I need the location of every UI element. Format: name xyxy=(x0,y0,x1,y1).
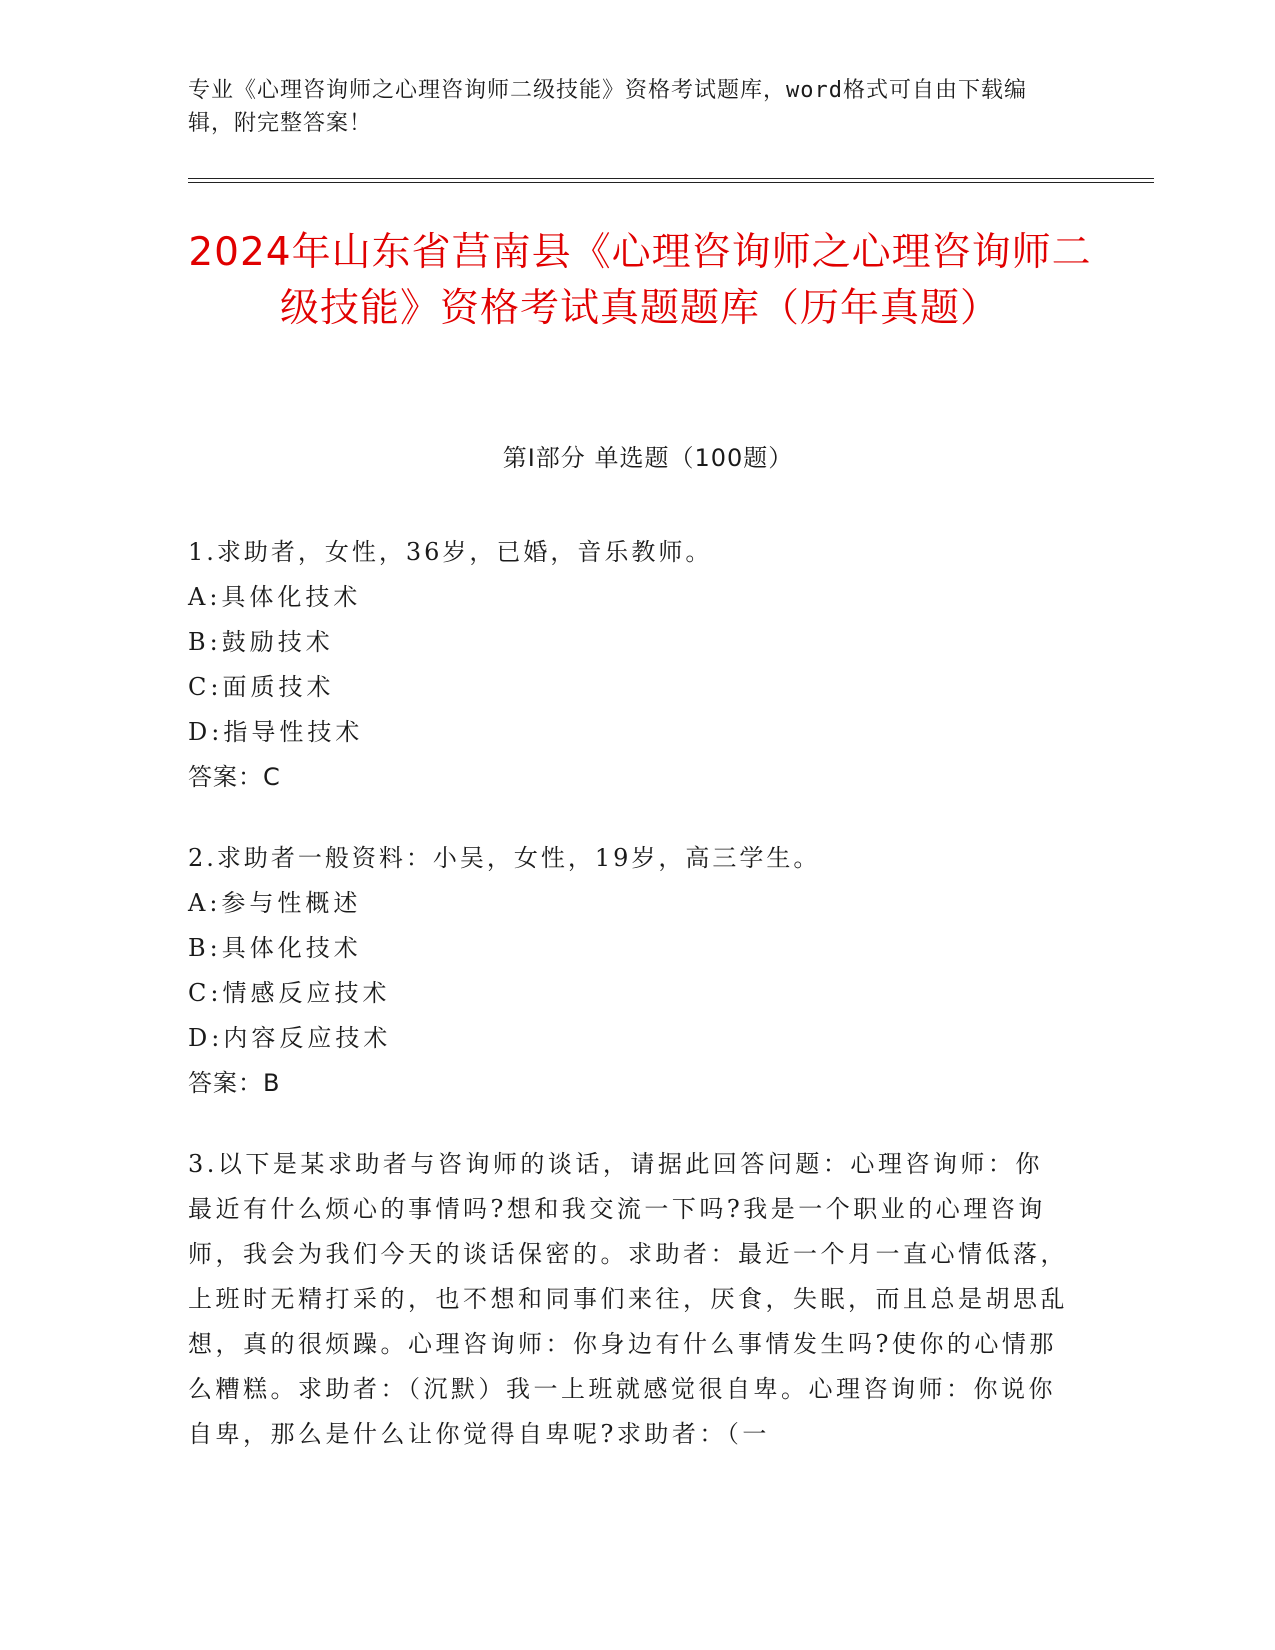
option-b: B:鼓励技术 xyxy=(188,628,334,656)
option-d: D:内容反应技术 xyxy=(188,1024,392,1052)
header-divider-bottom xyxy=(188,182,1154,183)
answer: 答案：C xyxy=(188,763,281,791)
option-c: C:面质技术 xyxy=(188,673,335,701)
question-list xyxy=(188,530,1068,1493)
question-stem: 2.求助者一般资料：小吴，女性，19岁，高三学生。 xyxy=(188,844,821,872)
question-1 xyxy=(188,530,1068,800)
question-3 xyxy=(188,1142,1068,1457)
option-a: A:参与性概述 xyxy=(188,889,362,917)
option-a: A:具体化技术 xyxy=(188,583,362,611)
question-2 xyxy=(188,836,1068,1106)
header-note: 专业《心理咨询师之心理咨询师二级技能》资格考试题库，word格式可自由下载编辑，附完整答案！ xyxy=(188,78,1027,136)
question-stem: 3.以下是某求助者与咨询师的谈话，请据此回答问题：心理咨询师：你最近有什么烦心的事情吗?想和我交流一下吗?我是一个职业的心理咨询师，我会为我们今天的谈话保密的。求助者：最近一个月一直心情低落，上班时无精打采的，也不想和同事们来往，厌食，失眠，而且总是胡思乱想，真的很烦躁。心理咨询师：你身边有什么事情发生吗?使你的心情那么糟糕。求助者：（沉默）我一上班就感觉很自卑。心理咨询师：你说你自卑，那么是什么让你觉得自卑呢?求助者：（一 xyxy=(188,1150,1068,1448)
option-d: D:指导性技术 xyxy=(188,718,364,746)
answer: 答案：B xyxy=(188,1069,281,1097)
section-heading: 第I部分 单选题（100题） xyxy=(502,444,794,472)
document-title: 2024年山东省莒南县《心理咨询师之心理咨询师二级技能》资格考试真题题库（历年真题） xyxy=(188,230,1092,331)
header-divider-top xyxy=(188,178,1154,179)
option-c: C:情感反应技术 xyxy=(188,979,391,1007)
question-stem: 1.求助者，女性，36岁，已婚，音乐教师。 xyxy=(188,538,713,566)
option-b: B:具体化技术 xyxy=(188,934,362,962)
